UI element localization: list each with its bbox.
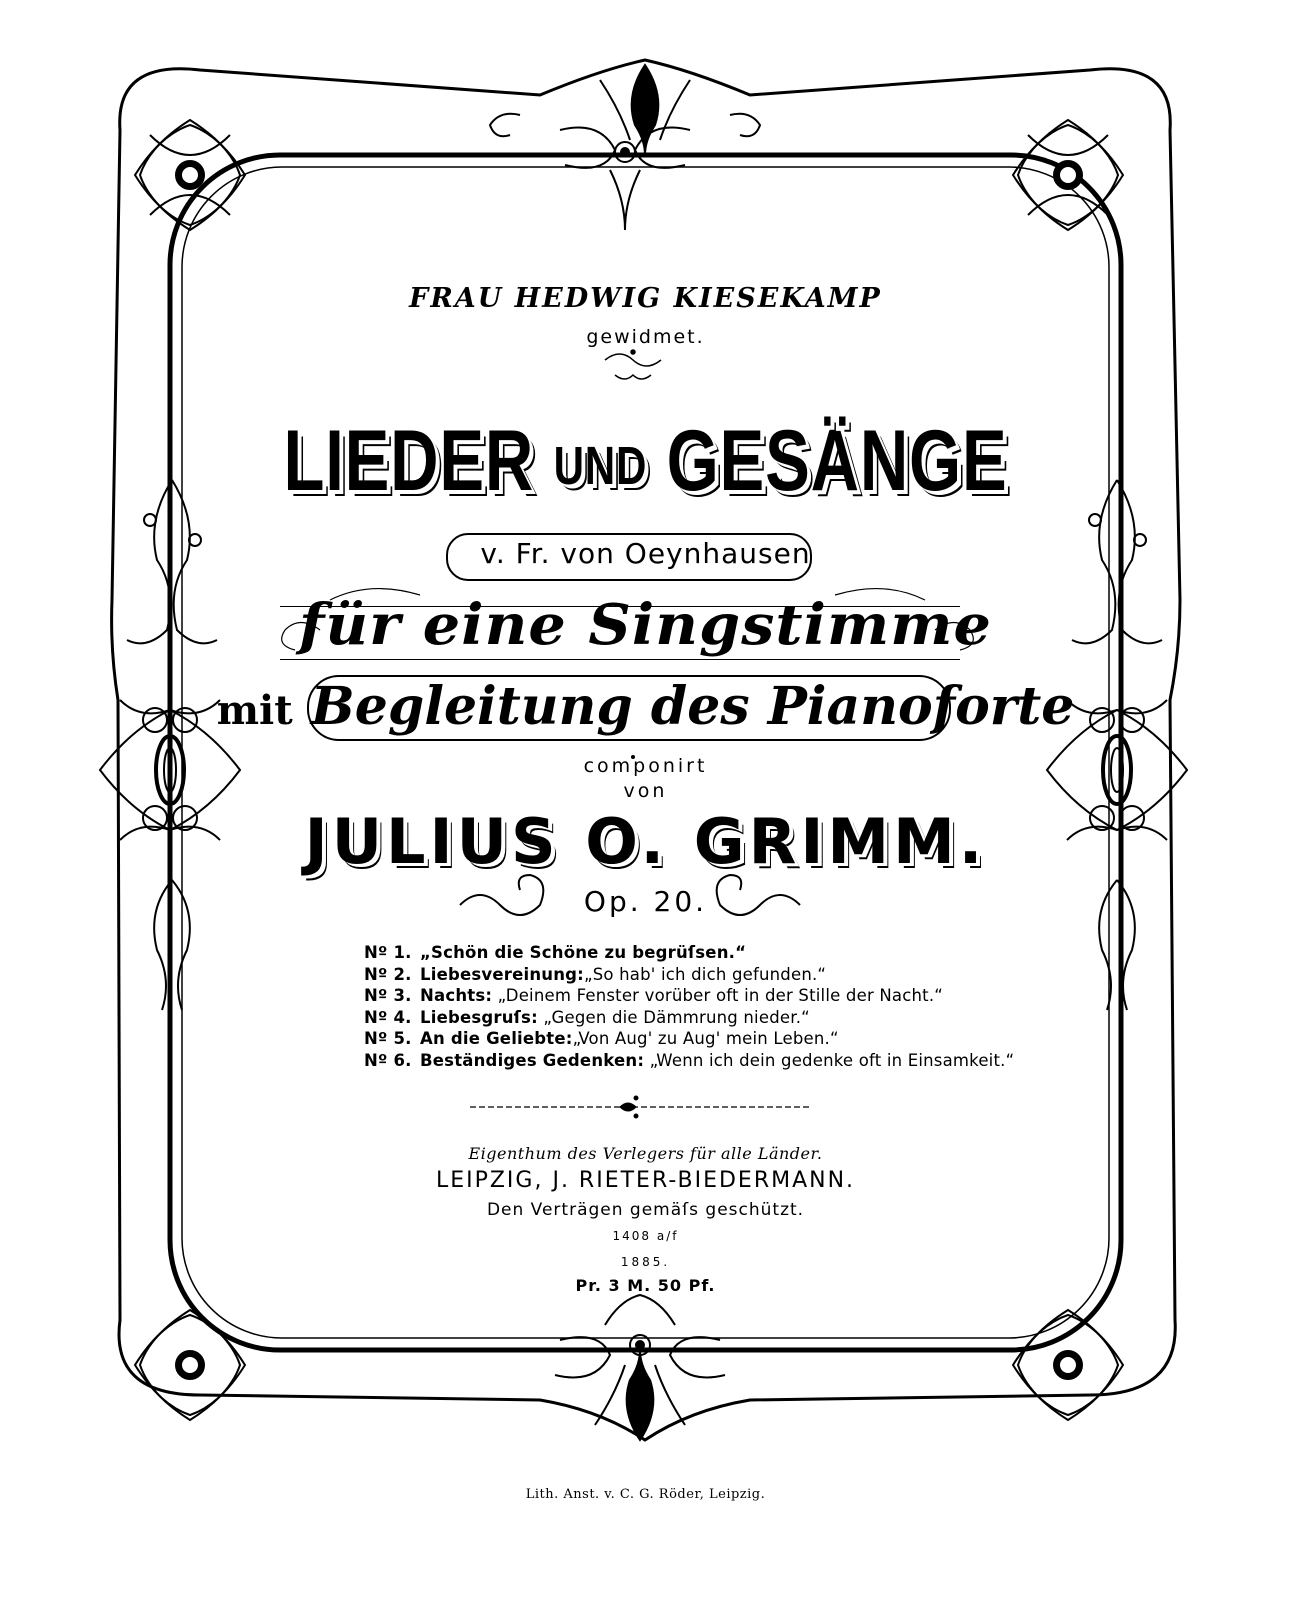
song-incipit: „Gegen die Dämmrung nieder.“ bbox=[543, 1007, 810, 1027]
copyright-notice: Den Verträgen gemäſs geschützt. bbox=[486, 1200, 805, 1220]
composer-name: JULIUS O. GRIMM. bbox=[304, 805, 987, 878]
dedication-name: FRAU HEDWIG KIESEKAMP bbox=[409, 283, 882, 314]
divider-rule bbox=[470, 1096, 810, 1118]
ornament-bottom-center bbox=[555, 1295, 725, 1440]
accompaniment-text: Begleitung des Pianoforte bbox=[310, 676, 1075, 737]
plate-number: 1408 a/f bbox=[612, 1229, 679, 1243]
rosette-bottom-right bbox=[1013, 1310, 1123, 1420]
list-item bbox=[364, 942, 984, 964]
song-title: „Schön die Schöne zu begrüſsen.“ bbox=[420, 943, 747, 962]
opus-number: Op. 20. bbox=[583, 885, 708, 918]
song-number: Nº 6. bbox=[364, 1050, 412, 1070]
song-incipit: „Wenn ich dein gedenke oft in Einsamkeit.“ bbox=[649, 1050, 1015, 1070]
publisher-name: LEIPZIG, J. RIETER-BIEDERMANN. bbox=[435, 1168, 856, 1193]
song-number: Nº 5. bbox=[364, 1029, 412, 1048]
composed-by-line1: componirt bbox=[583, 755, 708, 777]
list-item bbox=[364, 1028, 984, 1050]
song-title: An die Geliebte: bbox=[420, 1029, 573, 1048]
song-number: Nº 1. bbox=[364, 943, 412, 962]
list-item bbox=[364, 1007, 984, 1029]
ornament-top-center bbox=[490, 65, 760, 230]
list-item bbox=[364, 964, 984, 986]
song-title: Nachts: bbox=[420, 986, 493, 1005]
lithographer-credit: Lith. Anst. v. C. G. Röder, Leipzig. bbox=[525, 1487, 766, 1502]
rosette-top-right bbox=[1013, 120, 1123, 230]
song-incipit: „Von Aug' zu Aug' mein Leben.“ bbox=[572, 1029, 839, 1048]
title-word-3: GESÄNGE bbox=[666, 413, 1008, 509]
composed-by-line2: von bbox=[623, 780, 668, 802]
song-incipit: „So hab' ich dich gefunden.“ bbox=[583, 964, 827, 984]
title-word-1: LIEDER bbox=[283, 413, 535, 509]
list-item bbox=[364, 1050, 1015, 1072]
rosette-top-left bbox=[135, 120, 245, 230]
rosette-bottom-left bbox=[135, 1310, 245, 1420]
publication-year: 1885. bbox=[620, 1255, 671, 1269]
voice-line: für eine Singstimme bbox=[299, 592, 992, 658]
price: Pr. 3 M. 50 Pf. bbox=[575, 1276, 716, 1295]
dedication-gewidmet: gewidmet. bbox=[586, 326, 705, 348]
song-incipit: „Deinem Fenster vorüber oft in der Stille der Nacht.“ bbox=[497, 986, 944, 1005]
main-title bbox=[142, 412, 1149, 511]
song-list bbox=[364, 942, 1015, 1071]
title-word-2: UND bbox=[553, 436, 648, 496]
song-number: Nº 4. bbox=[364, 1007, 412, 1027]
song-title: Liebesvereinung: bbox=[420, 964, 584, 984]
poet-credit: v. Fr. von Oeynhausen bbox=[480, 537, 811, 570]
accompaniment-mit: mit bbox=[216, 687, 293, 734]
song-title: Beständiges Gedenken: bbox=[420, 1050, 645, 1070]
list-item bbox=[364, 985, 984, 1007]
song-number: Nº 2. bbox=[364, 964, 412, 984]
property-notice: Eigenthum des Verlegers für alle Länder. bbox=[468, 1144, 823, 1163]
song-title: Liebesgruſs: bbox=[420, 1007, 538, 1027]
ornament-dedication-swirl bbox=[605, 350, 661, 379]
accompaniment-line bbox=[0, 676, 1291, 737]
song-number: Nº 3. bbox=[364, 986, 412, 1005]
